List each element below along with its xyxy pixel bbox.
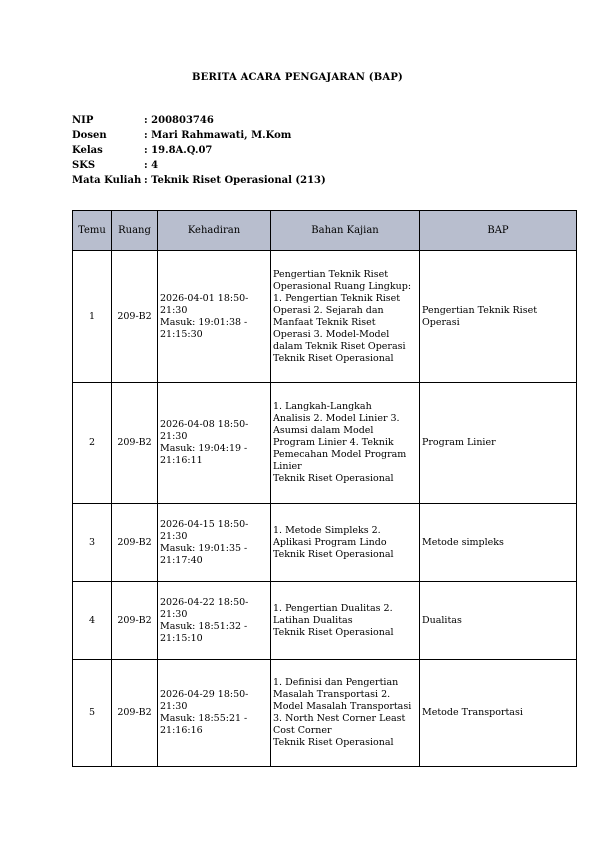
cell-bahan: 1. Metode Simpleks 2. Aplikasi Program Lindo Teknik Riset Operasional <box>271 504 420 582</box>
cell-ruang: 209-B2 <box>112 251 158 383</box>
header-bap: BAP <box>420 211 577 251</box>
cell-bap: Metode Transportasi <box>420 660 577 767</box>
info-value: : 4 <box>144 160 159 171</box>
cell-kehadiran: 2026-04-01 18:50- 21:30 Masuk: 19:01:38 - 21:15:30 <box>158 251 271 383</box>
table-row <box>73 660 577 767</box>
cell-bap: Dualitas <box>420 582 577 660</box>
cell-bap: Metode simpleks <box>420 504 577 582</box>
cell-bahan: 1. Definisi dan Pengertian Masalah Transportasi 2. Model Masalah Transportasi 3. North Nest Corner Least Cost Corner Teknik Riset Operasional <box>271 660 420 767</box>
course-info <box>72 113 326 188</box>
info-label: Dosen <box>72 130 107 141</box>
info-row-kelas <box>72 143 326 158</box>
cell-kehadiran: 2026-04-08 18:50- 21:30 Masuk: 19:04:19 - 21:16:11 <box>158 383 271 504</box>
info-row-mata-kuliah <box>72 173 326 188</box>
cell-temu: 5 <box>73 660 112 767</box>
info-row-nip <box>72 113 326 128</box>
cell-temu: 2 <box>73 383 112 504</box>
cell-ruang: 209-B2 <box>112 660 158 767</box>
header-bahan-kajian: Bahan Kajian <box>271 211 420 251</box>
cell-ruang: 209-B2 <box>112 383 158 504</box>
table-row <box>73 383 577 504</box>
cell-ruang: 209-B2 <box>112 582 158 660</box>
cell-ruang: 209-B2 <box>112 504 158 582</box>
table-row <box>73 504 577 582</box>
info-value: : Mari Rahmawati, M.Kom <box>144 130 292 141</box>
cell-bahan: Pengertian Teknik Riset Operasional Ruang Lingkup: 1. Pengertian Teknik Riset Operasi 2. Sejarah dan Manfaat Teknik Riset Operasi 3. Model-Model dalam Teknik Riset Operasi Teknik Riset Operasional <box>271 251 420 383</box>
cell-bahan: 1. Pengertian Dualitas 2. Latihan Dualitas Teknik Riset Operasional <box>271 582 420 660</box>
info-row-sks <box>72 158 326 173</box>
cell-kehadiran: 2026-04-15 18:50- 21:30 Masuk: 19:01:35 - 21:17:40 <box>158 504 271 582</box>
header-ruang: Ruang <box>112 211 158 251</box>
header-kehadiran: Kehadiran <box>158 211 271 251</box>
info-label: Mata Kuliah <box>72 175 142 186</box>
bap-table <box>72 210 577 767</box>
cell-bahan: 1. Langkah-Langkah Analisis 2. Model Linier 3. Asumsi dalam Model Program Linier 4. Teknik Pemecahan Model Program Linier Teknik Riset Operasional <box>271 383 420 504</box>
document-title: BERITA ACARA PENGAJARAN (BAP) <box>192 72 403 83</box>
info-value: : 19.8A.Q.07 <box>144 145 213 156</box>
table-header-row <box>73 211 577 251</box>
cell-temu: 3 <box>73 504 112 582</box>
info-label: NIP <box>72 115 94 126</box>
cell-kehadiran: 2026-04-29 18:50- 21:30 Masuk: 18:55:21 - 21:16:16 <box>158 660 271 767</box>
info-label: Kelas <box>72 145 103 156</box>
header-temu: Temu <box>73 211 112 251</box>
cell-temu: 4 <box>73 582 112 660</box>
info-row-dosen <box>72 128 326 143</box>
info-label: SKS <box>72 160 96 171</box>
cell-bap: Pengertian Teknik Riset Operasi <box>420 251 577 383</box>
table-row <box>73 251 577 383</box>
info-value: : 200803746 <box>144 115 214 126</box>
cell-temu: 1 <box>73 251 112 383</box>
cell-kehadiran: 2026-04-22 18:50- 21:30 Masuk: 18:51:32 - 21:15:10 <box>158 582 271 660</box>
table-row <box>73 582 577 660</box>
info-value: : Teknik Riset Operasional (213) <box>144 175 326 186</box>
cell-bap: Program Linier <box>420 383 577 504</box>
